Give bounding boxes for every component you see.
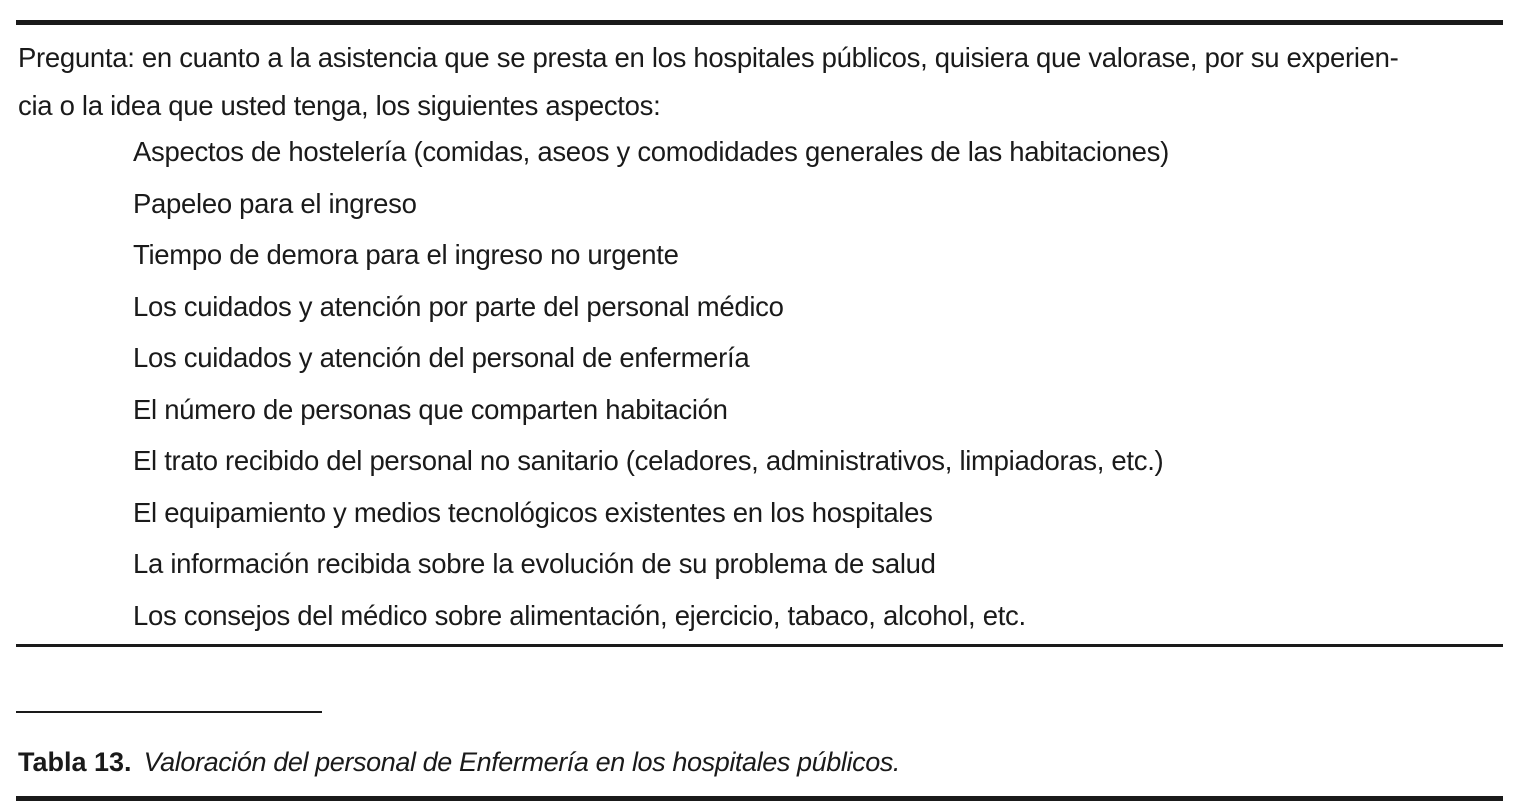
list-item: Aspectos de hostelería (comidas, aseos y comodidades generales de las habitaciones) (133, 136, 1169, 167)
list-item: La información recibida sobre la evolución de su problema de salud (133, 548, 936, 579)
question-line-1: Pregunta: en cuanto a la asistencia que se presta en los hospitales públicos, quisiera que valorase, por su experien- (18, 42, 1399, 73)
caption-label: Tabla 13. (18, 747, 132, 777)
table-bottom-rule (16, 644, 1503, 647)
caption-separator-rule (16, 711, 322, 713)
table-top-rule (16, 20, 1503, 25)
list-item: El trato recibido del personal no sanitario (celadores, administrativos, limpiadoras, etc.) (133, 445, 1164, 476)
list-item: Los cuidados y atención del personal de enfermería (133, 342, 750, 373)
list-item: Papeleo para el ingreso (133, 187, 417, 219)
list-item: Tiempo de demora para el ingreso no urgente (133, 239, 679, 270)
list-item: Los cuidados y atención por parte del personal médico (133, 290, 784, 322)
table-caption (18, 740, 900, 784)
caption-bottom-rule (16, 796, 1503, 801)
list-item: El número de personas que comparten habitación (133, 393, 728, 425)
caption-text: Valoración del personal de Enfermería en los hospitales públicos. (143, 747, 901, 777)
question-text (18, 34, 1500, 130)
aspects-list (133, 126, 1169, 641)
question-line-2: cia o la idea que usted tenga, los siguientes aspectos: (18, 90, 661, 121)
list-item: Los consejos del médico sobre alimentación, ejercicio, tabaco, alcohol, etc. (133, 599, 1026, 631)
list-item: El equipamiento y medios tecnológicos existentes en los hospitales (133, 496, 933, 528)
